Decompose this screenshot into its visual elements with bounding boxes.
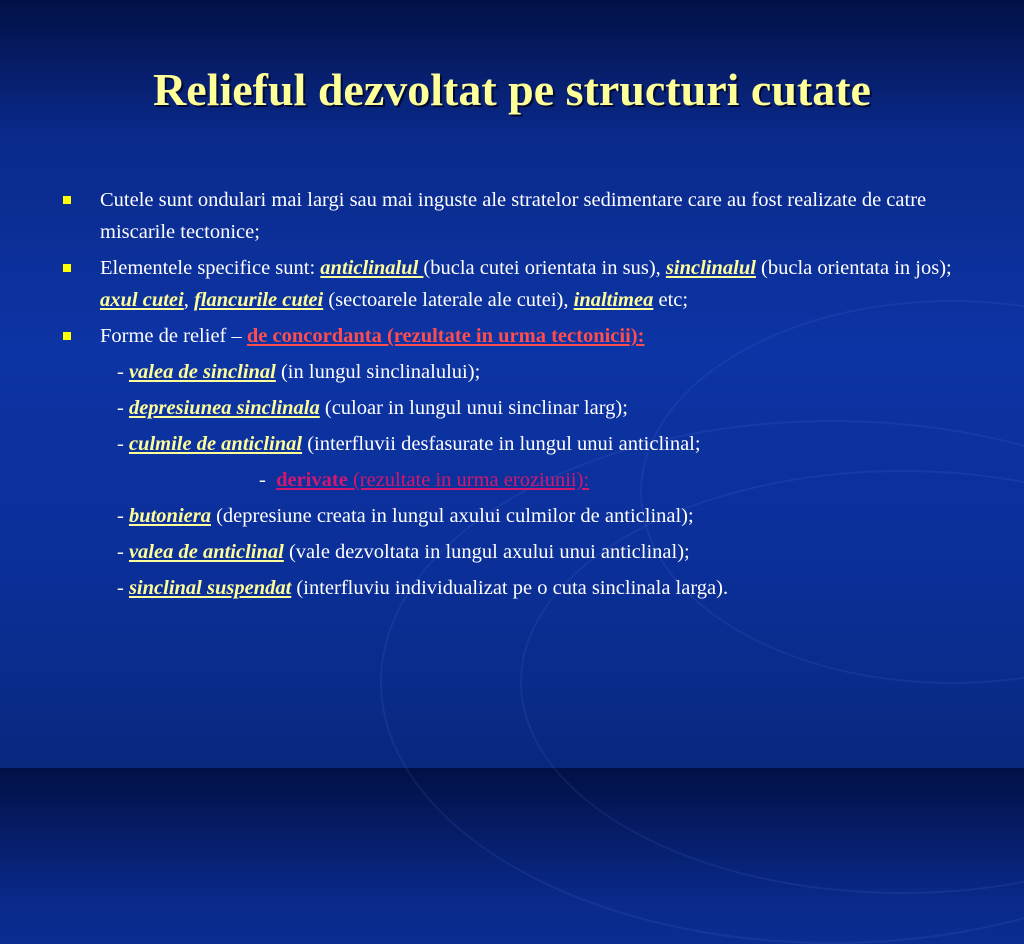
sub-dash: - xyxy=(117,577,129,599)
term-anticlinalul: anticlinalul xyxy=(320,257,424,279)
sub-text: (depresiune creata in lungul axului culmilor de anticlinal); xyxy=(210,505,694,527)
sub-text: (vale dezvoltata in lungul axului unui anticlinal); xyxy=(283,541,690,563)
sub-item xyxy=(62,536,967,568)
term-depresiunea-sinclinala: depresiunea sinclinala xyxy=(128,397,320,419)
sub-text: (interfluvii desfasurate in lungul unui anticlinal; xyxy=(302,433,701,455)
highlight-derivate xyxy=(276,469,589,491)
term-valea-de-sinclinal: valea de sinclinal xyxy=(128,361,276,383)
sub-dash: - xyxy=(259,469,277,491)
sub-item xyxy=(62,428,967,460)
slide-title: Relieful dezvoltat pe structuri cutate xyxy=(153,64,871,115)
term-sinclinalul: sinclinalul xyxy=(665,257,756,279)
sub-dash: - xyxy=(117,433,129,455)
derivate-rest: (rezultate in urma eroziunii): xyxy=(347,469,590,491)
sub-item xyxy=(62,500,967,532)
term-sinclinal-suspendat: sinclinal suspendat xyxy=(128,577,292,599)
bullet-text: Cutele sunt ondulari mai largi sau mai inguste ale stratelor sedimentare care au fost realizate de catre miscarile tectonice; xyxy=(100,189,927,243)
sub-item-derivate xyxy=(62,464,967,496)
sub-text: (culoar in lungul unui sinclinar larg); xyxy=(319,397,628,419)
bullet-item xyxy=(62,252,967,316)
sub-item xyxy=(62,356,967,388)
bullet-text: etc; xyxy=(653,289,689,311)
slide-content xyxy=(62,184,967,608)
square-bullet-icon xyxy=(63,264,71,272)
sub-dash: - xyxy=(117,505,129,527)
bullet-item xyxy=(62,320,967,352)
sub-dash: - xyxy=(117,541,129,563)
sub-item xyxy=(62,392,967,424)
square-bullet-icon xyxy=(63,196,71,204)
bullet-text: (bucla orientata in jos); xyxy=(755,257,952,279)
bullet-text: (bucla cutei orientata in sus), xyxy=(423,257,666,279)
sub-item xyxy=(62,572,967,604)
sub-dash: - xyxy=(117,397,129,419)
term-flancurile-cutei: flancurile cutei xyxy=(193,289,324,311)
term-inaltimea: inaltimea xyxy=(573,289,654,311)
term-axul-cutei: axul cutei xyxy=(100,289,184,311)
term-butoniera: butoniera xyxy=(128,505,211,527)
bullet-text: Forme de relief – xyxy=(100,325,247,347)
sub-text: (interfluviu individualizat pe o cuta sinclinala larga). xyxy=(291,577,729,599)
sub-dash: - xyxy=(117,361,129,383)
bullet-item xyxy=(62,184,967,248)
highlight-concordanta: de concordanta (rezultate in urma tectonicii): xyxy=(246,325,645,347)
term-valea-de-anticlinal: valea de anticlinal xyxy=(128,541,284,563)
derivate-label: derivate xyxy=(276,469,348,491)
bullet-text: Elementele specifice sunt: xyxy=(100,257,321,279)
term-culmile-de-anticlinal: culmile de anticlinal xyxy=(128,433,303,455)
bullet-text: (sectoarele laterale ale cutei), xyxy=(323,289,574,311)
sub-text: (in lungul sinclinalului); xyxy=(275,361,481,383)
bullet-text: , xyxy=(183,289,194,311)
square-bullet-icon xyxy=(63,332,71,340)
